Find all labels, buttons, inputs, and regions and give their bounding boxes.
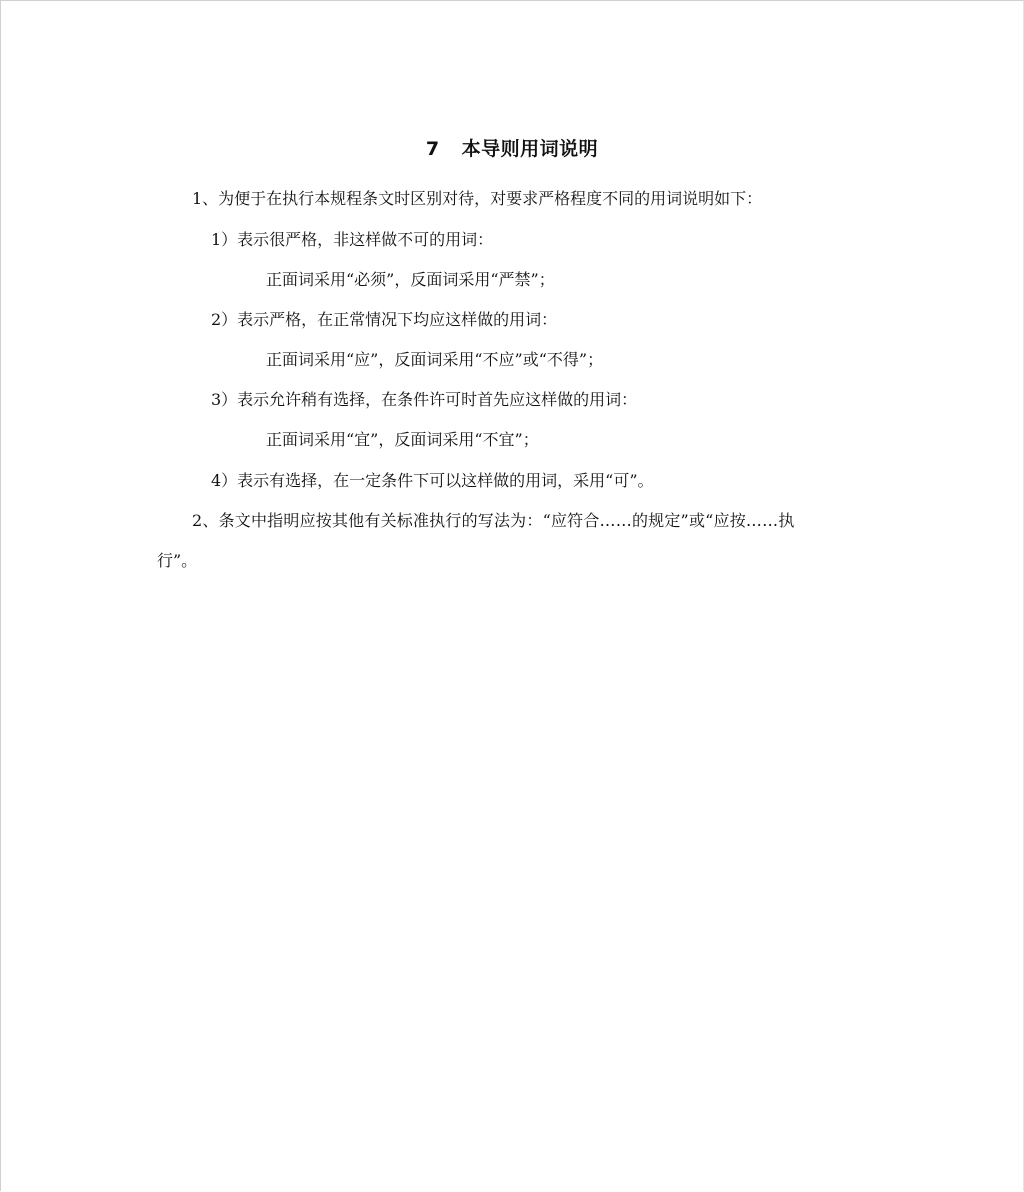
section-title <box>1 135 1023 163</box>
item-2-heading: 2）表示严格，在正常情况下均应这样做的用词： <box>211 310 558 329</box>
item-3-heading: 3）表示允许稍有选择，在条件许可时首先应这样做的用词： <box>211 390 638 409</box>
item-1-heading: 1）表示很严格，非这样做不可的用词： <box>211 230 494 249</box>
item-2-detail: 正面词采用“应”，反面词采用“不应”或“不得”； <box>266 350 604 369</box>
section-title-text: 本导则用词说明 <box>461 138 599 160</box>
item-1-detail: 正面词采用“必须”，反面词采用“严禁”； <box>266 270 555 289</box>
item-3-detail: 正面词采用“宜”，反面词采用“不宜”； <box>266 430 539 449</box>
paragraph-2-continuation: 行”。 <box>157 551 198 570</box>
paragraph-2: 2、条文中指明应按其他有关标准执行的写法为：“应符合……的规定”或“应按……执 <box>192 511 795 530</box>
paragraph-1: 1、为便于在执行本规程条文时区别对待，对要求严格程度不同的用词说明如下： <box>192 189 763 208</box>
section-number: 7 <box>425 138 440 160</box>
item-4-heading: 4）表示有选择，在一定条件下可以这样做的用词，采用“可”。 <box>211 471 654 490</box>
